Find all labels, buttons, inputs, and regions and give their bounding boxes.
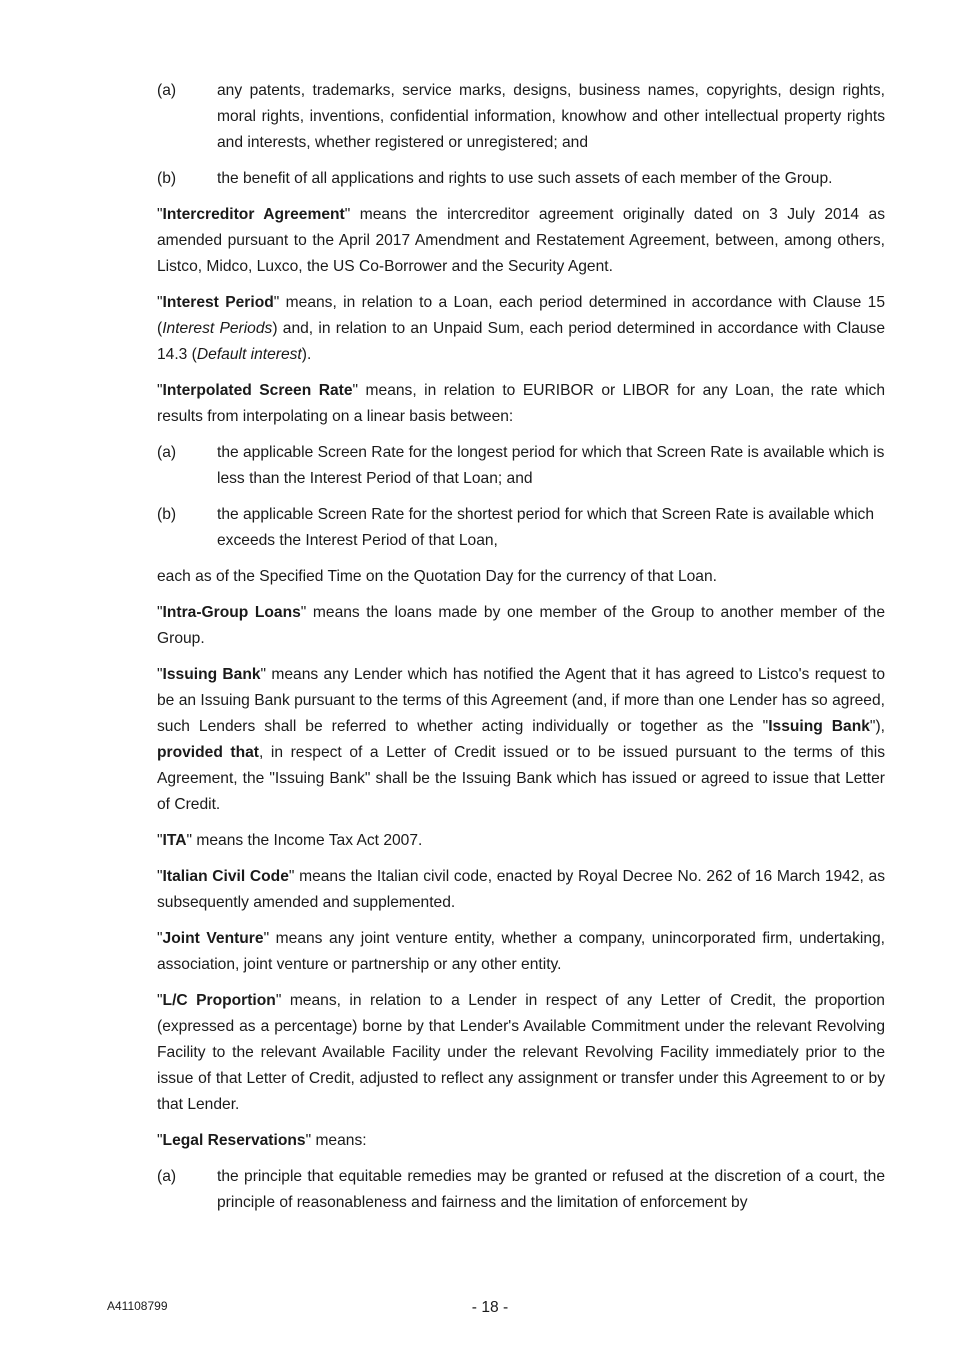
proviso-text: provided that — [157, 744, 259, 761]
defined-term: Intra-Group Loans — [162, 604, 301, 621]
list-item-text: the applicable Screen Rate for the shortest period for which that Screen Rate is available which exceeds the Interest Period of that Loan, — [217, 506, 875, 549]
list-item-text: any patents, trademarks, service marks, designs, business names, copyrights, design rights, moral rights, inventions, confidential information, knowhow and other intellectual property rights and interests, whether registered or unregistered; and — [217, 82, 885, 151]
list-item — [157, 502, 885, 554]
defined-term: Intercreditor Agreement — [162, 206, 345, 223]
definition-text: means the loans made by one member of the Group to another member of the Group. — [157, 604, 886, 647]
list-item-label: (b) — [157, 170, 177, 187]
definition-text: means, in relation to EURIBOR or LIBOR for any Loan, the rate which results from interpolating on a linear basis between: — [157, 382, 886, 425]
list-item-label: (a) — [157, 82, 177, 99]
definition-text: "), — [869, 718, 885, 735]
definition-interpolated-screen-rate: "Interpolated Screen Rate" means, in relation to EURIBOR or LIBOR for any Loan, the rate which results from interpolating on a linear basis between: — [157, 382, 886, 425]
defined-term: Interpolated Screen Rate — [162, 382, 353, 399]
clause-reference: Interest Periods — [162, 320, 273, 337]
definition-text: ). — [301, 346, 312, 363]
definition-interest-period: "Interest Period" means, in relation to a Loan, each period determined in accordance with Clause 15 (Interest Periods) and, in relation to an Unpaid Sum, each period determined in accordance with Clause 14.3 (Default interest). — [157, 294, 886, 363]
defined-term: Italian Civil Code — [162, 868, 289, 885]
defined-term: Legal Reservations — [162, 1132, 306, 1149]
list-item-label: (a) — [157, 444, 177, 461]
definition-text: means, in relation to a Lender in respect of any Letter of Credit, the proportion (expressed as a percentage) borne by that Lender's Available Commitment under the relevant Revolving Facility to the relevant Available Facility under the relevant Revolving Facility immediately prior to the issue of that Letter of Credit, adjusted to reflect any assignment or transfer under this Agreement to or by that Lender. — [157, 992, 885, 1113]
definition-lc-proportion: "L/C Proportion" means, in relation to a Lender in respect of any Letter of Credit, the proportion (expressed as a percentage) borne by that Lender's Available Commitment under the relevant Revolving Facility to the relevant Available Facility under the relevant Revolving Facility immediately prior to the issue of that Letter of Credit, adjusted to reflect any assignment or transfer under this Agreement to or by that Lender. — [157, 992, 885, 1113]
definition-text: ) and, in relation to an Unpaid Sum, each period determined in accordance with Clause 14.3 ( — [157, 320, 886, 363]
list-item — [157, 1164, 885, 1216]
definition-text: means, in relation to a Loan, each period determined in accordance with Clause 15 ( — [157, 294, 885, 337]
list-item — [157, 166, 885, 192]
list-item-text: the applicable Screen Rate for the longest period for which that Screen Rate is available which is less than the Interest Period of that Loan; and — [217, 444, 885, 487]
list-item — [157, 78, 885, 156]
definition-text: means the Income Tax Act 2007. — [192, 832, 423, 849]
definition-italian-civil-code: "Italian Civil Code" means the Italian civil code, enacted by Royal Decree No. 262 of 16 March 1942, as subsequently amended and supplemented. — [157, 868, 885, 911]
definition-ita: "ITA" means the Income Tax Act 2007. — [157, 832, 423, 849]
defined-term: Interest Period — [162, 294, 274, 311]
interpolation-timing-text: each as of the Specified Time on the Quotation Day for the currency of that Loan. — [157, 568, 717, 585]
document-body — [157, 78, 885, 1226]
page-footer — [0, 1298, 965, 1318]
definition-text: means any joint venture entity, whether a company, unincorporated firm, undertaking, association, joint venture or partnership or any other entity. — [157, 930, 886, 973]
definition-text: means the Italian civil code, enacted by Royal Decree No. 262 of 16 March 1942, as subsequently amended and supplemented. — [157, 868, 885, 911]
definition-issuing-bank: "Issuing Bank" means any Lender which has notified the Agent that it has agreed to Listco's request to be an Issuing Bank pursuant to the terms of this Agreement (and, if more than one Lender has so agreed, such Lenders shall be referred to whether acting individually or together as the "Issuing Bank"), provided that, in respect of a Letter of Credit issued or to be issued pursuant to the terms of this Agreement, the "Issuing Bank" shall be the Issuing Bank which has issued or agreed to issue that Letter of Credit. — [157, 666, 885, 813]
list-item-label: (a) — [157, 1168, 177, 1185]
list-item-label: (b) — [157, 506, 177, 523]
defined-term: ITA — [162, 832, 187, 849]
defined-term: Issuing Bank — [162, 666, 261, 683]
definition-text: means the intercreditor agreement originally dated on 3 July 2014 as amended pursuant to the April 2017 Amendment and Restatement Agreement, between, among others, Listco, Midco, Luxco, the US Co-Borrower and the Security Agent. — [157, 206, 885, 275]
clause-reference: Default interest — [196, 346, 302, 363]
definition-intercreditor-agreement: "Intercreditor Agreement" means the intercreditor agreement originally dated on 3 July 2014 as amended pursuant to the April 2017 Amendment and Restatement Agreement, between, among others, Listco, Midco, Luxco, the US Co-Borrower and the Security Agent. — [157, 206, 885, 275]
list-item — [157, 440, 885, 492]
defined-term: L/C Proportion — [162, 992, 276, 1009]
definition-legal-reservations: "Legal Reservations" means: — [157, 1132, 367, 1149]
definition-joint-venture: "Joint Venture" means any joint venture entity, whether a company, unincorporated firm, undertaking, association, joint venture or partnership or any other entity. — [157, 930, 886, 973]
definition-text: means: — [311, 1132, 367, 1149]
page-number: - 18 - — [471, 1299, 509, 1316]
list-item-text: the benefit of all applications and rights to use such assets of each member of the Group. — [217, 170, 833, 187]
definition-text: means any Lender which has notified the Agent that it has agreed to Listco's request to be an Issuing Bank pursuant to the terms of this Agreement (and, if more than one Lender has so agreed, such Lenders shall be referred to whether acting individually or together as the " — [157, 666, 885, 735]
definition-intra-group-loans: "Intra-Group Loans" means the loans made by one member of the Group to another member of the Group. — [157, 604, 886, 647]
defined-term: Joint Venture — [162, 930, 264, 947]
document-reference: A41108799 — [107, 1299, 168, 1313]
definition-text: , in respect of a Letter of Credit issued or to be issued pursuant to the terms of this Agreement, the "Issuing Bank" shall be the Issuing Bank which has issued or agreed to issue that Letter of Credit. — [157, 744, 885, 813]
list-item-text: the principle that equitable remedies may be granted or refused at the discretion of a court, the principle of reasonableness and fairness and the limitation of enforcement by — [217, 1168, 885, 1211]
defined-term: Issuing Bank — [768, 718, 870, 735]
